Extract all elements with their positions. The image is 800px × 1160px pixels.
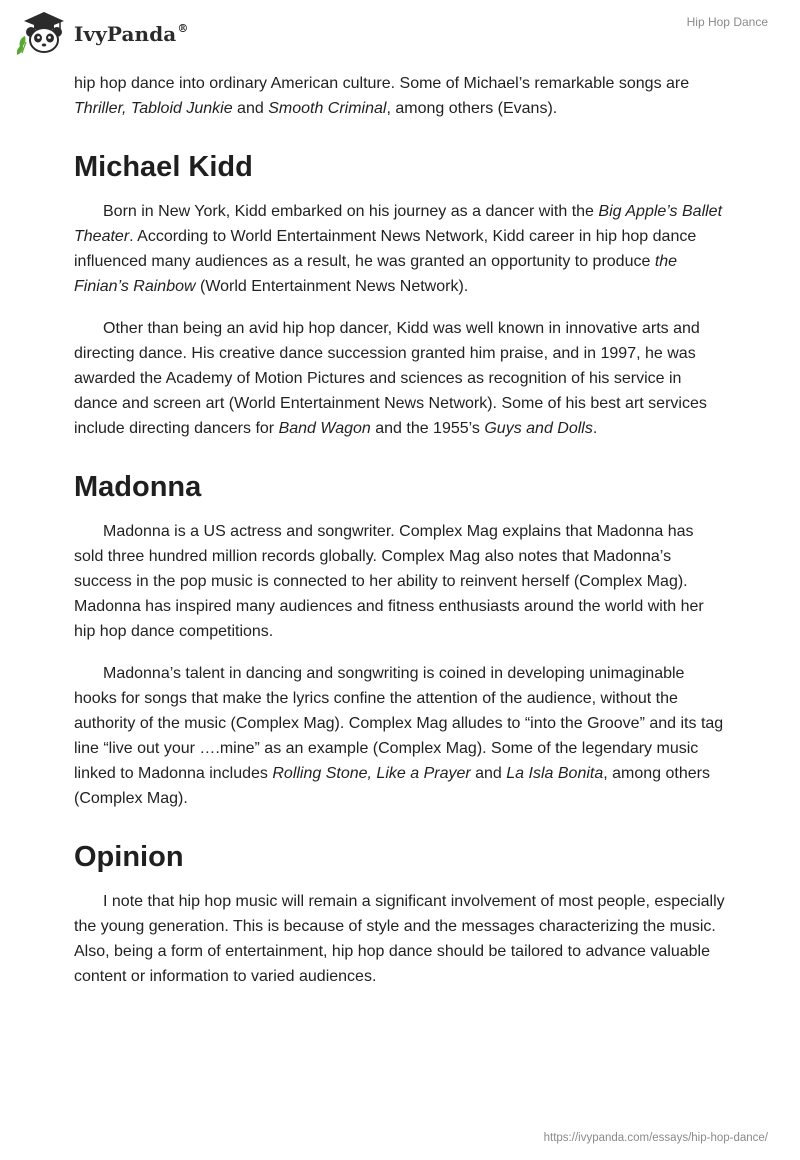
section-heading-opinion: Opinion [74, 841, 184, 873]
kidd-paragraph-1: Born in New York, Kidd embarked on his journey as a dancer with the Big Apple’s Ballet Theater. According to World Entertainment News Network, Kidd career in hip hop dance influenced many audiences as a result, he was granted an opportunity to produce the Finian’s Rainbow (World Entertainment News Network). [74, 203, 723, 295]
opinion-paragraph: I note that hip hop music will remain a significant involvement of most people, especially the young generation. This is because of style and the messages characterizing the music. Also, being a form of entertainment, hip hop dance should be tailored to advance valuable content or information to varied audiences. [74, 893, 725, 985]
intro-paragraph: hip hop dance into ordinary American culture. Some of Michael’s remarkable songs are Thriller, Tabloid Junkie and Smooth Criminal, among others (Evans). [74, 75, 690, 117]
madonna-paragraph-1: Madonna is a US actress and songwriter. Complex Mag explains that Madonna has sold three hundred million records globally. Complex Mag also notes that Madonna’s success in the pop music is connected to her ability to reinvent herself (Complex Mag). Madonna has inspired many audiences and fitness enthusiasts around the world with her hip hop dance competitions. [74, 523, 704, 640]
document-title: Hip Hop Dance [686, 15, 768, 29]
brand-wordmark [74, 22, 188, 46]
section-heading-madonna: Madonna [74, 471, 202, 503]
ivypanda-logo[interactable] [14, 8, 188, 58]
madonna-paragraph-2: Madonna’s talent in dancing and songwriting is coined in developing unimaginable hooks for songs that make the lyrics confine the attention of the audience, without the authority of the music (Complex Mag). Complex Mag alludes to “into the Groove” and its tag line “live out your ….mine” as an example (Complex Mag). Some of the legendary music linked to Madonna includes Rolling Stone, Like a Prayer and La Isla Bonita, among others (Complex Mag). [74, 665, 724, 807]
essay-body [74, 71, 726, 1006]
section-heading-michael-kidd: Michael Kidd [74, 151, 253, 183]
song-title: Smooth Criminal [268, 100, 387, 117]
registered-mark: ® [177, 22, 189, 35]
kidd-paragraph-2: Other than being an avid hip hop dancer, Kidd was well known in innovative arts and directing dance. His creative dance succession granted him praise, and in 1997, he was awarded the Academy of Motion Pictures and sciences as recognition of his service in dance and screen art (World Entertainment News Network). Some of his best art services include directing dancers for Band Wagon and the 1955’s Guys and Dolls. [74, 320, 707, 437]
brand-name: IvyPanda [74, 22, 177, 46]
song-titles: Thriller, Tabloid Junkie [74, 100, 233, 117]
source-url[interactable]: https://ivypanda.com/essays/hip-hop-dance/ [543, 1132, 768, 1144]
page-header [0, 0, 800, 68]
panda-graduate-icon [14, 8, 70, 58]
